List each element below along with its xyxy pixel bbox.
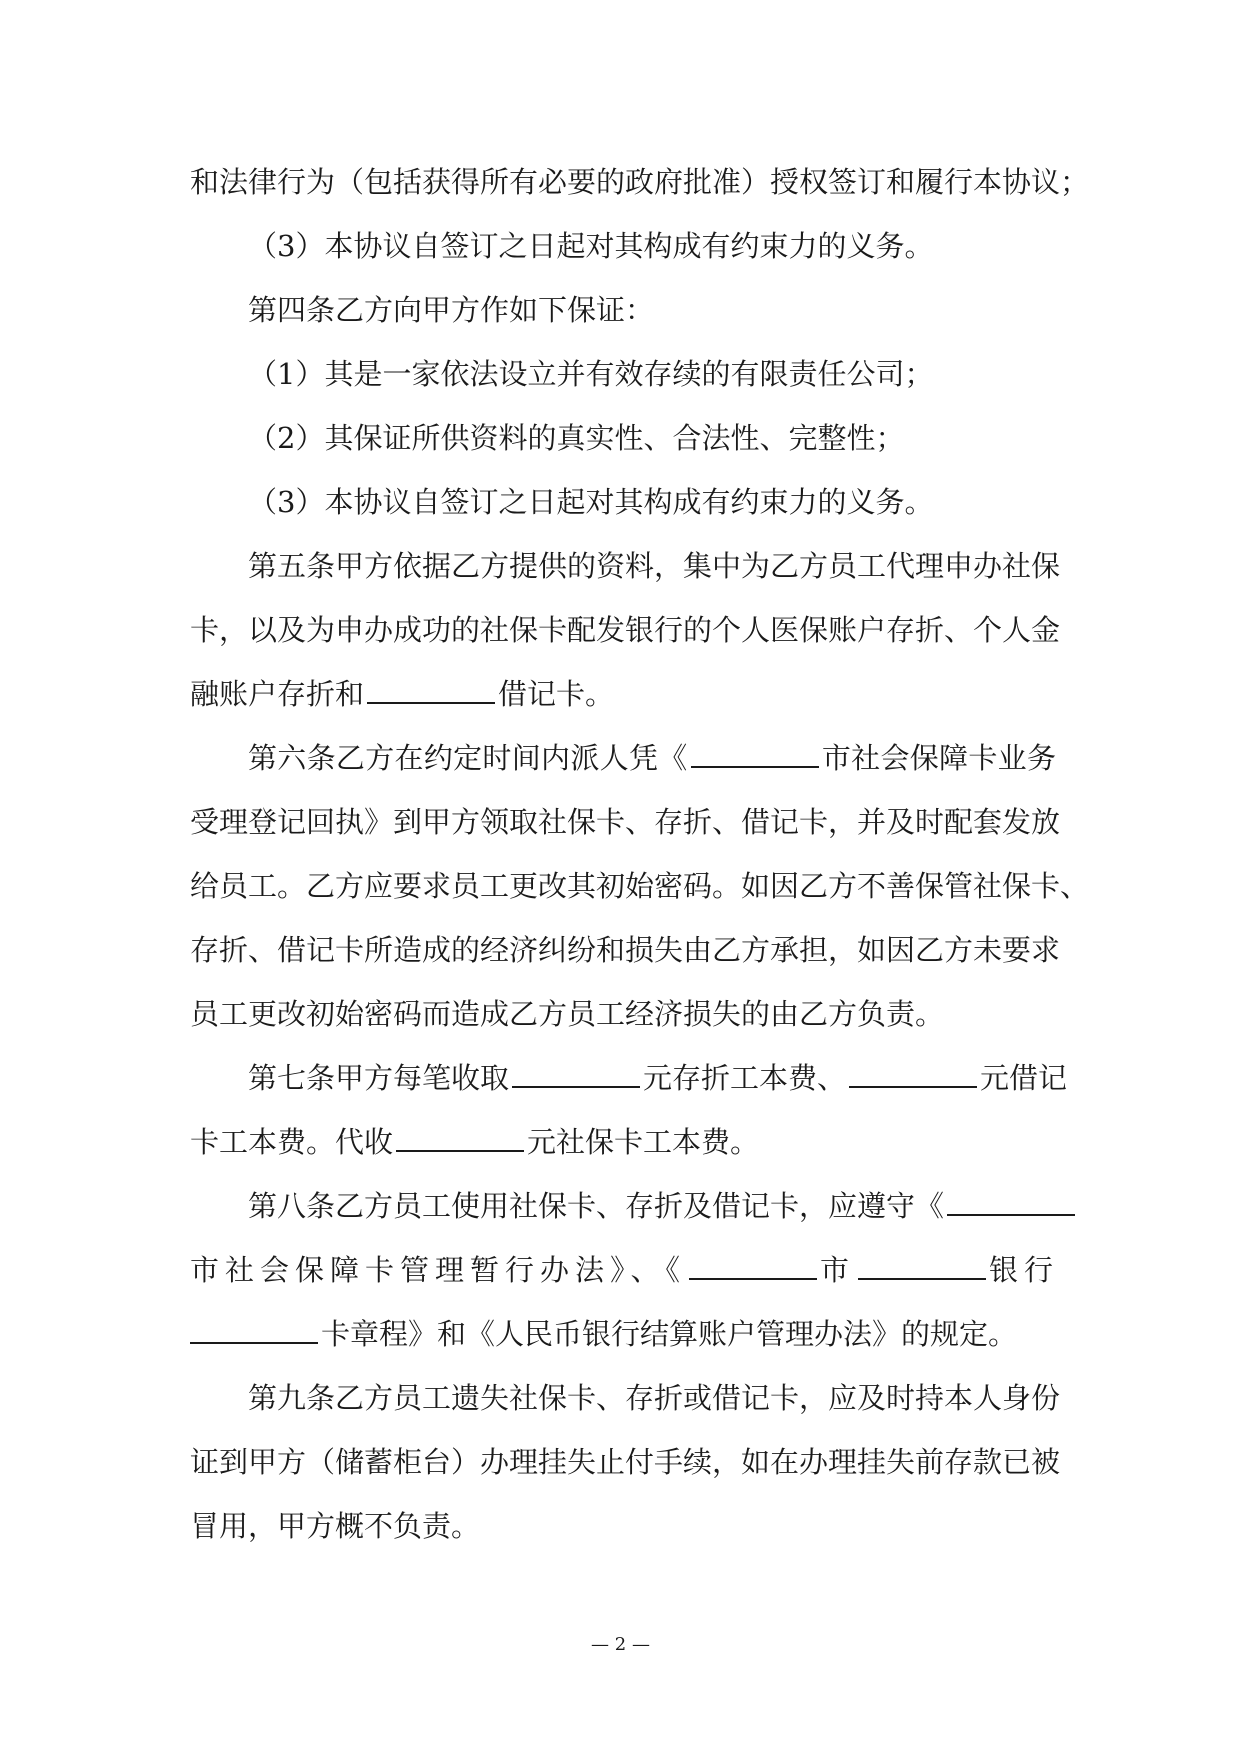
clause-1-line [190,342,1056,406]
article-9-line [190,1430,1061,1494]
article-5-line [190,534,1061,598]
article-9-line [190,1366,1061,1430]
paragraph-line [190,150,1090,214]
article-6-line [190,918,1061,982]
fill-in-blank[interactable] [691,744,819,768]
document-body [190,150,1090,1558]
text-run: （2）其保证所供资料的真实性、合法性、完整性； [248,421,905,455]
text-run: （1）其是一家依法设立并有效存续的有限责任公司； [248,357,934,391]
article-4-heading [190,278,1056,342]
text-run: （3）本协议自签订之日起对其构成有约束力的义务。 [248,229,934,263]
text-run: 元存折工本费、 [643,1061,847,1095]
text-run: 证到甲方（储蓄柜台）办理挂失止付手续，如在办理挂失前存款已被 [190,1445,1061,1479]
text-run: 卡章程》和《人民币银行结算账户管理办法》的规定。 [321,1317,1018,1351]
text-run: 第六条乙方在约定时间内派人凭《 [248,741,688,775]
text-run: 融账户存折和 [190,677,365,711]
article-8-line [190,1302,1056,1366]
fill-in-blank[interactable] [190,1320,318,1344]
article-6-line [190,726,1056,790]
article-7-line [190,1110,1056,1174]
clause-2-line [190,406,1056,470]
fill-in-blank[interactable] [858,1256,986,1280]
article-6-line [190,982,1056,1046]
fill-in-blank[interactable] [689,1256,817,1280]
text-run: 第九条乙方员工遗失社保卡、存折或借记卡，应及时持本人身份 [248,1381,1061,1415]
article-5-line [190,662,1056,726]
text-run: 市 [820,1253,856,1287]
text-run: 员工更改初始密码而造成乙方员工经济损失的由乙方负责。 [190,997,945,1031]
fill-in-blank[interactable] [512,1064,640,1088]
text-run: 元借记 [980,1061,1068,1095]
text-run: 受理登记回执》到甲方领取社保卡、存折、借记卡，并及时配套发放 [190,805,1061,839]
text-run: 卡工本费。代收 [190,1125,394,1159]
clause-3-line [190,470,1056,534]
text-run: 给员工。乙方应要求员工更改其初始密码。如因乙方不善保管社保卡、 [190,869,1090,903]
text-run: 存折、借记卡所造成的经济纠纷和损失由乙方承担，如因乙方未要求 [190,933,1061,967]
page-number: — 2 — [591,1634,650,1655]
text-run: 第五条甲方依据乙方提供的资料，集中为乙方员工代理申办社保 [248,549,1061,583]
article-6-line [190,790,1061,854]
article-7-line [190,1046,1068,1110]
text-run: 市社会保障卡业务 [821,741,1056,775]
text-run: 第八条乙方员工使用社保卡、存折及借记卡，应遵守《 [248,1189,945,1223]
text-run: 市社会保障卡管理暂行办法》、《 [190,1253,687,1287]
article-8-line [190,1174,1056,1238]
text-run: 和法律行为（包括获得所有必要的政府批准）授权签订和履行本协议； [190,165,1090,199]
text-run: （3）本协议自签订之日起对其构成有约束力的义务。 [248,485,934,519]
text-run: 借记卡。 [498,677,615,711]
article-9-line [190,1494,1056,1558]
text-run: 第四条乙方向甲方作如下保证： [248,293,655,327]
text-run: 元社保卡工本费。 [527,1125,760,1159]
article-8-line [190,1238,1060,1302]
fill-in-blank[interactable] [396,1128,524,1152]
fill-in-blank[interactable] [849,1064,977,1088]
article-5-line [190,598,1061,662]
text-run: 银行 [989,1253,1060,1287]
text-run: 第七条甲方每笔收取 [248,1061,510,1095]
article-6-line [190,854,1090,918]
fill-in-blank[interactable] [367,680,495,704]
fill-in-blank[interactable] [947,1192,1075,1216]
text-run: 冒用，甲方概不负责。 [190,1509,481,1543]
text-run: 卡，以及为申办成功的社保卡配发银行的个人医保账户存折、个人金 [190,613,1061,647]
clause-3-line [190,214,1056,278]
